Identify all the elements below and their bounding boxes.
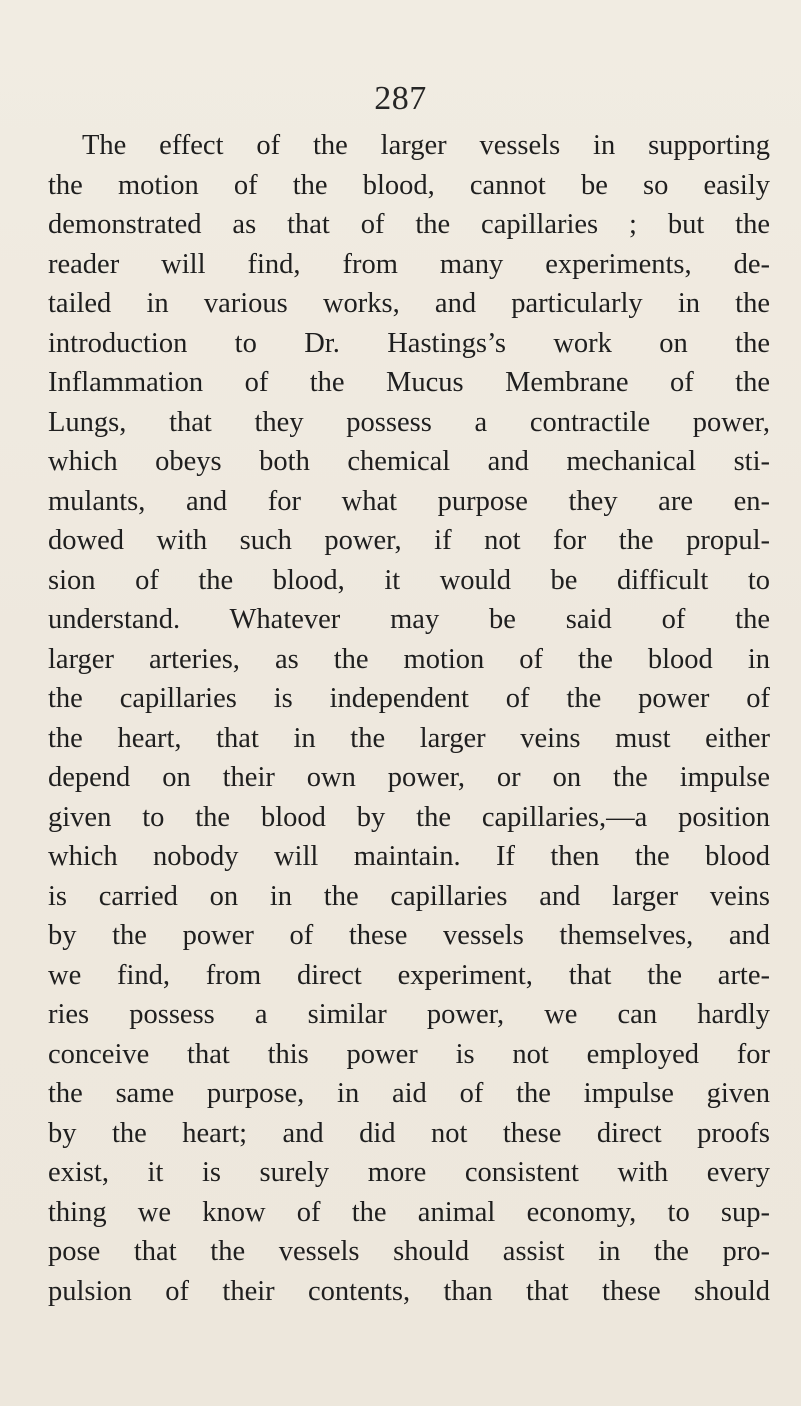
text-line: the motion of the blood, cannot be so easily bbox=[48, 169, 770, 201]
text-line: the heart, that in the larger veins must either bbox=[48, 722, 770, 754]
text-line: depend on their own power, or on the impulse bbox=[48, 762, 770, 793]
text-line: pulsion of their contents, than that these should bbox=[48, 1275, 770, 1307]
text-line: sion of the blood, it would be difficult to bbox=[48, 564, 770, 596]
text-line: conceive that this power is not employed for bbox=[48, 1038, 770, 1070]
text-line: is carried on in the capillaries and larger veins bbox=[48, 880, 770, 912]
text-line: which obeys both chemical and mechanical sti- bbox=[48, 446, 770, 477]
text-line: we find, from direct experiment, that the arte- bbox=[48, 959, 770, 991]
page-number: 287 bbox=[374, 80, 427, 117]
text-line: ries possess a similar power, we can hardly bbox=[48, 999, 770, 1030]
text-line: which nobody will maintain. If then the blood bbox=[48, 841, 770, 872]
text-line: the capillaries is independent of the power of bbox=[48, 683, 770, 714]
text-line: mulants, and for what purpose they are en- bbox=[48, 485, 770, 517]
text-line: Lungs, that they possess a contractile power, bbox=[48, 406, 770, 438]
text-line: tailed in various works, and particularly in the bbox=[48, 288, 770, 319]
text-line: demonstrated as that of the capillaries ; but the bbox=[48, 209, 770, 240]
text-line: introduction to Dr. Hastings’s work on the bbox=[48, 327, 770, 359]
text-line: larger arteries, as the motion of the blood in bbox=[48, 643, 770, 675]
text-line: reader will find, from many experiments, de- bbox=[48, 248, 770, 280]
text-line: given to the blood by the capillaries,—a position bbox=[48, 801, 770, 833]
text-line: by the heart; and did not these direct proofs bbox=[48, 1117, 770, 1149]
text-line: understand. Whatever may be said of the bbox=[48, 604, 770, 635]
text-line: pose that the vessels should assist in the pro- bbox=[48, 1236, 770, 1267]
body-text bbox=[48, 126, 770, 1311]
text-line: thing we know of the animal economy, to sup- bbox=[48, 1196, 770, 1228]
text-line: dowed with such power, if not for the propul- bbox=[48, 525, 770, 556]
text-line: Inflammation of the Mucus Membrane of the bbox=[48, 367, 770, 398]
text-line: the same purpose, in aid of the impulse given bbox=[48, 1078, 770, 1109]
text-line: by the power of these vessels themselves, and bbox=[48, 920, 770, 951]
text-line: exist, it is surely more consistent with every bbox=[48, 1157, 770, 1188]
text-line: The effect of the larger vessels in supporting bbox=[82, 130, 770, 161]
